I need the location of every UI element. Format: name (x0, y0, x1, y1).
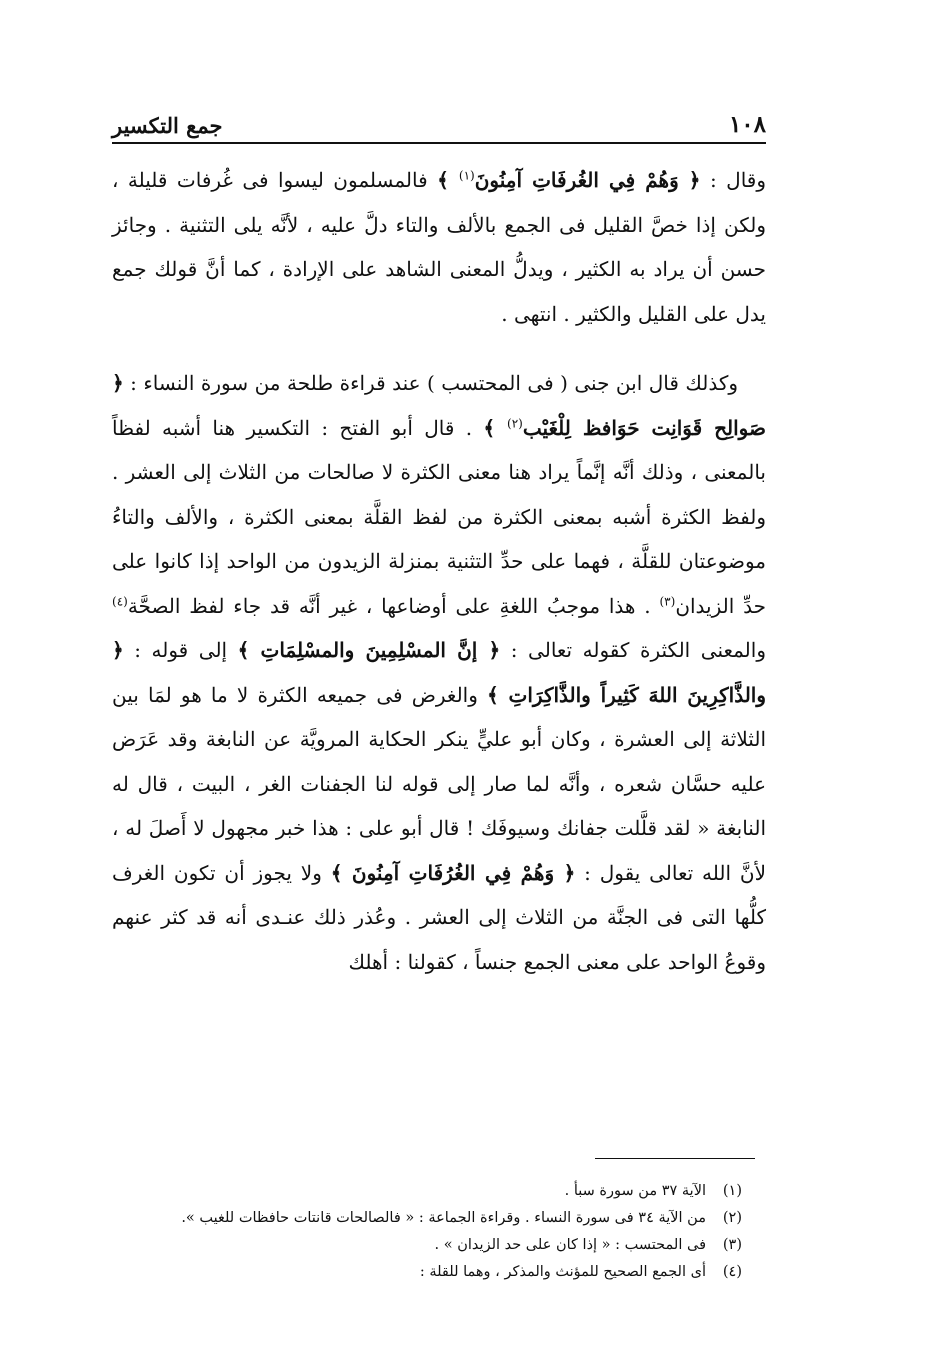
footnote-1 (112, 1178, 742, 1205)
footnote-2 (112, 1205, 742, 1232)
text-run: ولا يجوز أن تكون الغرف كلُّها التى فى الجنَّة من الثلاث إلى العشر . وعُذر ذلك عنـدى أنه قد كثر عنهم وقوعُ الواحد على معنى الجمع جنساً ، كقولنا : أهلك (112, 860, 766, 974)
quran-quote: ﴿ والذَّاكِرِينَ اللهَ كَثِيراً والذَّاكِرَاتِ ﴾ (112, 638, 766, 707)
footnote-number: (١) (722, 1183, 742, 1199)
quran-quote: ﴿ وَهُمْ فِي الغُرفَاتِ آمِنُونَ (474, 168, 701, 192)
text-run: والمعنى الكثرة كقوله تعالى : (500, 638, 766, 662)
footnote-4 (112, 1259, 742, 1286)
footnote-text: فى المحتسب : « إذا كان على حد الزيدان » . (434, 1237, 706, 1253)
quran-quote: ﴿ إنَّ المسْلِمِينَ والمسْلِمَاتِ ﴾ (237, 638, 501, 662)
text-run: والغرض فى جميعه الكثرة لا ما هو لمَا بين الثلاثة إلى العشرة ، وكان أبو عليٍّ ينكر الحكاية المرويَّة عن النابغة وقد عَرَض عليه حسَّان شعره ، وأنَّه لما صار إلى قوله لنا الجفنات الغر ، البيت ، قال له النابغة « لقد قلَّلت جفانك وسيوفَك ! قال أبو على : هذا خبر مجهول لا أَصلَ له ، لأنَّ الله تعالى يقول : (112, 682, 766, 885)
footnote-ref: (٤) (112, 593, 128, 608)
footnote-number: (٣) (722, 1237, 742, 1253)
paragraph-1 (112, 158, 766, 336)
footnote-ref: (٢) (507, 415, 523, 430)
quran-quote-end: ﴾ (437, 168, 459, 192)
running-title: جمع التكسير (112, 113, 223, 138)
quran-quote: ﴿ صَوالِح قَوَانِت حَوَافظ لِلْغَيْب (112, 371, 766, 440)
footnote-text: من الآية ٣٤ فى سورة النساء . وقراءة الجماعة : « فالصالحات قانتات حافظات للغيب ». (181, 1210, 706, 1226)
text-run: وكذلك قال ابن جنى ( فى المحتسب ) عند قراءة طلحة من سورة النساء : (123, 371, 738, 395)
footnotes (112, 1178, 742, 1286)
footnote-text: الآية ٣٧ من سورة سبأ . (564, 1183, 706, 1199)
quran-quote-end: ﴾ (483, 415, 508, 440)
page-header (112, 108, 766, 144)
text-run: . قال أبو الفتح : التكسير هنا أشبه لفظاً بالمعنى ، وذلك أنَّه إنَّماً يراد هنا معنى الكثرة لا صالحات من الثلاث إلى العشر . ولفظ الكثرة أشبه بمعنى الكثرة من لفظ القلَّة بمعنى الكثرة ، والألف والتاءُ موضوعتان للقلَّة ، فهما على حدِّ التثنية بمنزلة الزيدون من الواحد إذا كانوا على حدِّ الزيدان (112, 415, 766, 618)
text-run: وقال : (700, 168, 767, 192)
footnote-ref: (٣) (659, 593, 676, 608)
page-number: ١٠٨ (728, 111, 766, 138)
body-text (112, 158, 766, 984)
footnote-ref: (١) (458, 168, 475, 183)
footnote-number: (٢) (722, 1210, 742, 1226)
footnote-3 (112, 1232, 742, 1259)
footnote-divider (595, 1158, 755, 1159)
text-run: إلى قوله : (123, 638, 238, 662)
paragraph-2 (112, 361, 766, 984)
footnote-text: أى الجمع الصحيح للمؤنث والمذكر ، وهما للقلة : (419, 1264, 706, 1280)
text-run: . هذا موجبُ اللغةِ على أوضاعها ، غير أنَّه قد جاء لفظ الصحَّة (127, 593, 660, 618)
footnote-number: (٤) (722, 1264, 742, 1280)
quran-quote: ﴿ وَهُمْ فِي الغُرُفَاتِ آمِنُونَ ﴾ (330, 860, 576, 885)
text-run: فالمسلمون ليسوا فى غُرفات قليلة ، ولكن إذا خصَّ القليل فى الجمع بالألف والتاء دلَّ عليه ، لأنَّه يلى التثنية . وجائز حسن أن يراد به الكثير ، ويدلُّ المعنى الشاهد على الإرادة ، كما أنَّ قولك جمع يدل على القليل والكثير . انتهى . (112, 168, 766, 326)
